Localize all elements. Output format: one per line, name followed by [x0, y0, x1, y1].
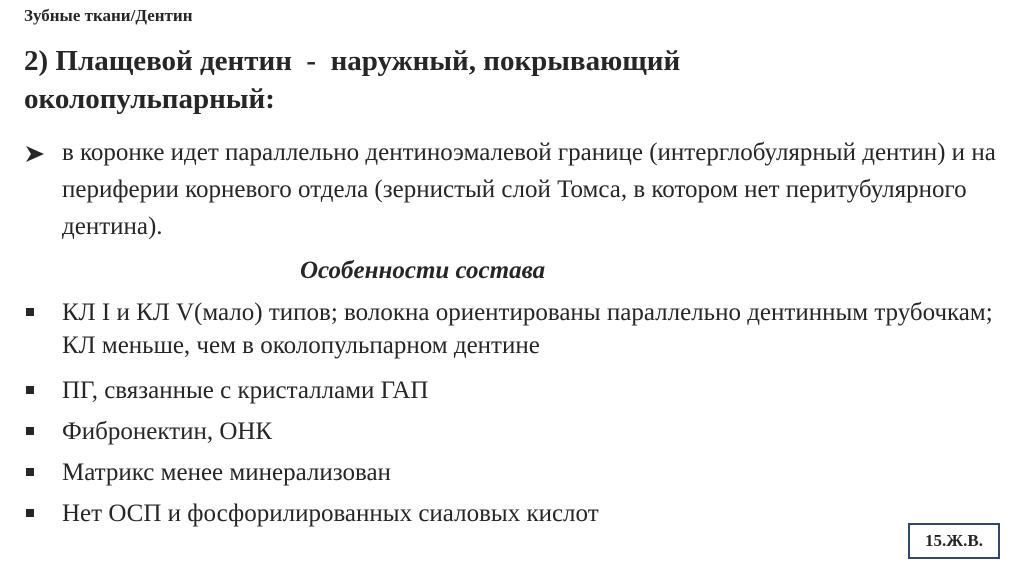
bullet-text: Фибронектин, ОНК: [62, 418, 273, 445]
bullet-text: Нет ОСП и фосфорилированных сиаловых кислот: [62, 500, 599, 527]
bullet-text: ПГ, связанные с кристаллами ГАП: [62, 377, 429, 404]
square-bullet-icon: [26, 427, 34, 435]
author-badge: 15.Ж.В.: [908, 523, 1000, 559]
bullet-item: [24, 497, 1014, 530]
section-subheading: Особенности состава: [300, 257, 546, 284]
bullet-list: [24, 296, 1014, 530]
bullet-item: [24, 296, 1014, 362]
title-line-1: 2) Плащевой дентин - наружный, покрывающий: [24, 45, 681, 77]
bullet-text: КЛ I и КЛ V(мало) типов; волокна ориентированы параллельно дентинным трубочкам; КЛ меньше, чем в околопульпарном дентине: [62, 299, 993, 359]
square-bullet-icon: [26, 509, 34, 517]
arrow-item-text: в коронке идет параллельно дентиноэмалевой границе (интерглобулярный дентин) и на периферии корневого отдела (зернистый слой Томса, в котором нет перитубулярного дентина).: [62, 139, 996, 240]
breadcrumb: Зубные ткани/Дентин: [24, 6, 193, 25]
bullet-item: [24, 374, 1014, 407]
title-line-2: околопульпарный:: [24, 83, 275, 115]
slide-title: [24, 42, 984, 118]
bullet-text: Матрикс менее минерализован: [62, 459, 391, 486]
square-bullet-icon: [26, 308, 34, 316]
square-bullet-icon: [26, 386, 34, 394]
arrow-bullet-icon: [24, 144, 46, 164]
square-bullet-icon: [26, 468, 34, 476]
bullet-item: [24, 415, 1014, 448]
bullet-item: [24, 456, 1014, 489]
